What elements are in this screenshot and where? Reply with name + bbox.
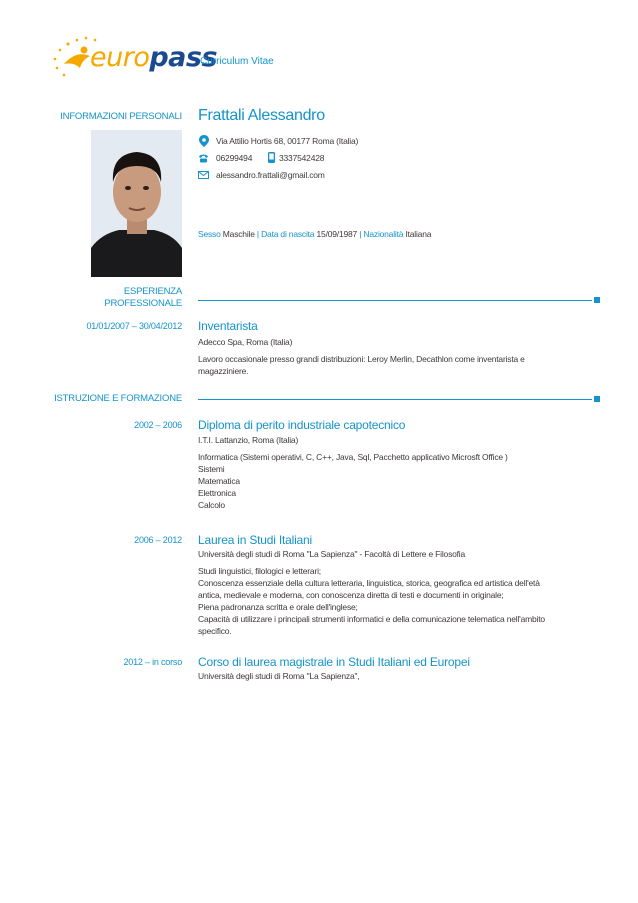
phone-number: 06299494: [216, 153, 253, 163]
education-dates: 2012 – in corso: [123, 657, 182, 667]
birth-label: Data di nascita: [261, 229, 315, 239]
phone-icon: [198, 153, 209, 166]
sex-value: Maschile: [222, 229, 255, 239]
email-icon: [198, 171, 209, 182]
sex-label: Sesso: [198, 229, 221, 239]
profile-photo: [91, 130, 182, 277]
education-title: Laurea in Studi Italiani: [198, 533, 312, 547]
education-title: Corso di laurea magistrale in Studi Italiani ed Europei: [198, 655, 470, 669]
experience-label-line2: PROFESSIONALE: [104, 298, 182, 309]
full-name: Frattali Alessandro: [198, 107, 325, 124]
education-school: Università degli studi di Roma "La Sapienza" - Facoltà di Lettere e Filosofia: [198, 549, 466, 559]
education-label: ISTRUZIONE E FORMAZIONE: [54, 393, 182, 404]
birth-value: 15/09/1987: [316, 229, 358, 239]
separator: |: [359, 229, 362, 239]
personal-info-label: INFORMAZIONI PERSONALI: [60, 111, 182, 122]
personal-details-line: [198, 229, 431, 239]
separator: |: [256, 229, 259, 239]
experience-dates: 01/01/2007 – 30/04/2012: [86, 321, 182, 331]
nationality-value: Italiana: [405, 229, 432, 239]
experience-title: Inventarista: [198, 319, 258, 333]
address: Via Attilio Hortis 68, 00177 Roma (Italia): [216, 136, 359, 146]
europass-wordmark: europass: [90, 42, 218, 73]
education-school: Università degli studi di Roma "La Sapienza",: [198, 671, 360, 681]
experience-description: Lavoro occasionale presso grandi distribuzioni: Leroy Merlin, Decathlon come inventarista e magazziniere.: [198, 354, 525, 376]
education-description: Informatica (Sistemi operativi, C, C++, Java, Sql, Pacchetto applicativo Microsft Office ) Sistemi Matematica Elettronica Calcolo: [198, 452, 508, 510]
section-divider: [198, 399, 592, 400]
mobile-icon: [268, 152, 275, 166]
location-pin-icon: [199, 135, 209, 150]
section-divider-square: [594, 396, 600, 402]
document-type: Curriculum Vitae: [200, 56, 274, 67]
email-link[interactable]: alessandro.frattali@gmail.com: [216, 170, 325, 180]
nationality-label: Nazionalità: [363, 229, 404, 239]
experience-label-line1: ESPERIENZA: [123, 286, 182, 297]
education-description: Studi linguistici, filologici e letterari; Conoscenza essenziale della cultura letteraria, linguistica, storica, geografica ed artistica dell'età antica, medievale e moderna, con conoscenza diretta di testi e documenti in originale; Piena padronanza scritta e orale dell'inglese; Capacità di utilizzare i principali strumenti informatici e della comunicazione telematica nell'ambito specifico.: [198, 566, 545, 636]
mobile-number: 3337542428: [279, 153, 325, 163]
section-divider: [198, 300, 592, 301]
education-school: I.T.I. Lattanzio, Roma (Italia): [198, 435, 299, 445]
education-dates: 2006 – 2012: [134, 535, 182, 545]
section-divider-square: [594, 297, 600, 303]
experience-employer: Adecco Spa, Roma (Italia): [198, 337, 293, 347]
education-dates: 2002 – 2006: [134, 420, 182, 430]
education-title: Diploma di perito industriale capotecnico: [198, 418, 406, 432]
